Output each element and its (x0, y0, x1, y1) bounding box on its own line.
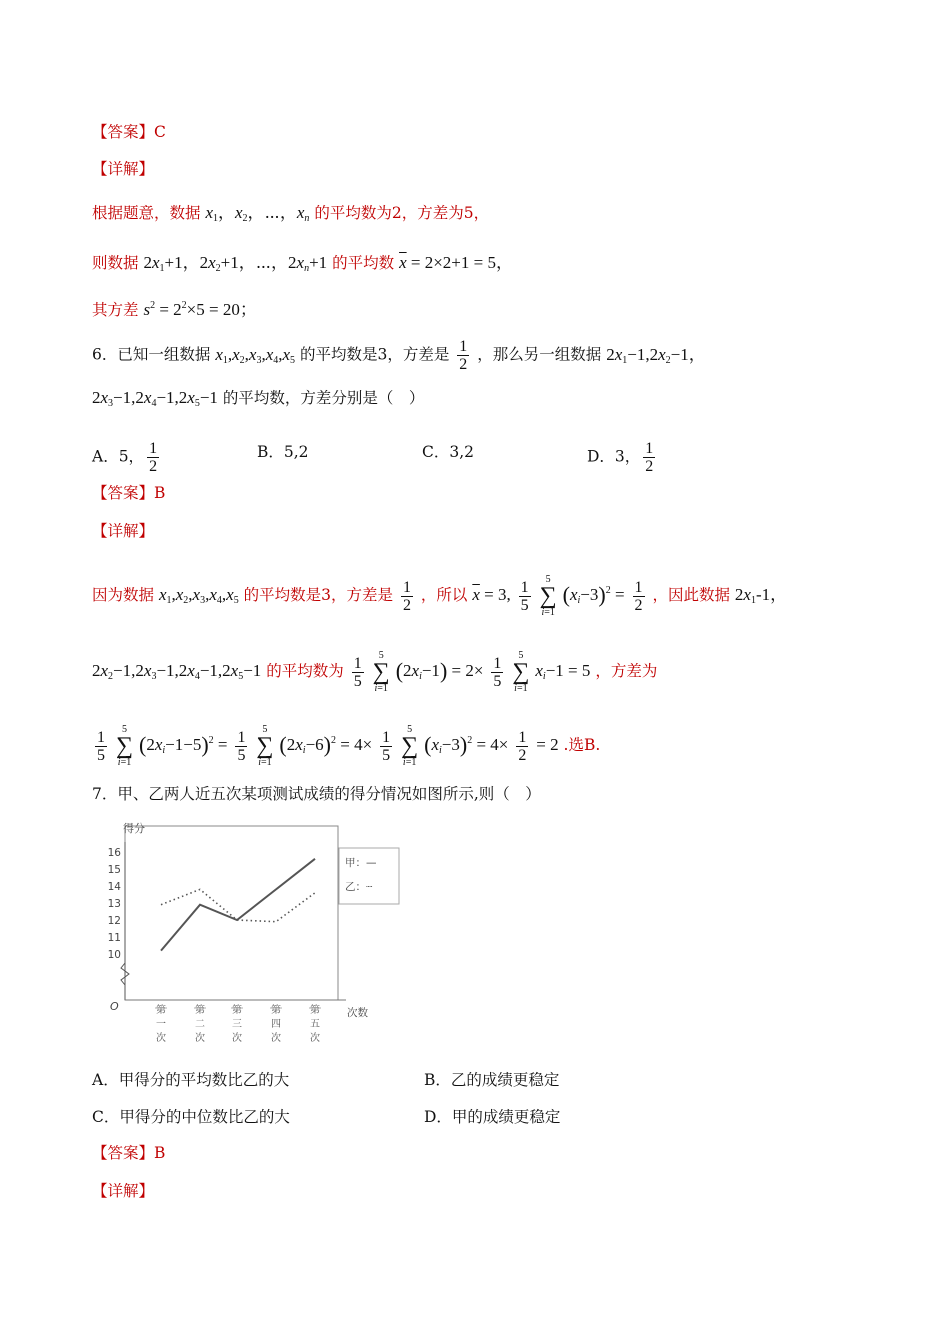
q6-option-c[interactable]: C．3,2 (422, 443, 475, 461)
q6-option-b[interactable]: B．5,2 (257, 443, 309, 461)
x-tick-label: 次 (310, 1033, 320, 1044)
x-tick-label: 次 (195, 1033, 205, 1044)
text: 6．已知一组数据 (92, 345, 211, 364)
q7-option-b[interactable]: B．乙的成绩更稳定 (424, 1071, 560, 1089)
q5-solution-line2: 则数据 $2x_1+1$，$2x_2+1$，⋯，$2x_n+1$ 的平均数 $\overline{x} = 2\times 2+1 = 5$， (92, 253, 513, 274)
x-tick-label: 第 (271, 1005, 281, 1016)
answer-label-q7: 【答案】B (92, 1144, 166, 1162)
answer-label-q6: 【答案】B (92, 484, 166, 502)
y-tick-label: 13 (107, 898, 121, 910)
q6-solution-line2: $2x_2-1,2x_3-1,2x_4-1,2x_5-1$ 的平均数为 $\frac{1}{5}$ 5 ∑ i=1 $(2x_i-1) = 2\times$ $\frac{1}{5}$ 5 ∑ i=1 $x_i-1 = 5$ ，方差为 (92, 650, 658, 694)
x-tick-label: 四 (271, 1019, 281, 1030)
text: 的平均数 (332, 254, 395, 272)
q7-option-c[interactable]: C．甲得分的中位数比乙的大 (92, 1108, 290, 1126)
x-tick-label: 一 (156, 1019, 166, 1030)
q6-stem-line2: $2x_3-1,2x_4-1,2x_5-1$ 的平均数，方差分别是（ ） (92, 388, 425, 409)
q7-option-a[interactable]: A．甲得分的平均数比乙的大 (92, 1071, 290, 1089)
x-tick-label: 二 (195, 1019, 205, 1030)
y-tick-label: 15 (107, 864, 121, 876)
q6-option-d[interactable]: D．3， $\frac{1}{2}$ (587, 440, 654, 475)
x-tick-label: 次 (156, 1033, 166, 1044)
text: 根据题意，数据 (92, 204, 201, 222)
origin-label: O (110, 1000, 119, 1013)
y-tick-label: 16 (107, 847, 121, 859)
x-tick-label: 第 (156, 1005, 166, 1016)
y-tick-label: 12 (107, 915, 121, 927)
x-tick-label: 第 (310, 1005, 320, 1016)
x-tick-label: 三 (232, 1019, 242, 1030)
x-tick-label: 五 (310, 1019, 320, 1030)
q5-solution-line3: 其方差 $s^2 = 2^2\times 5 = 20$； (92, 300, 257, 319)
y-tick-label: 10 (107, 949, 121, 961)
series-line-乙 (161, 889, 315, 921)
text: 的平均数为2，方差为5， (314, 204, 490, 222)
q6-option-a[interactable]: A．5， $\frac{1}{2}$ (92, 440, 158, 475)
q5-solution-line1: 根据题意，数据 $x_1$，$x_2$，⋯，$x_n$ 的平均数为2，方差为5， (92, 203, 490, 224)
q7-option-d[interactable]: D．甲的成绩更稳定 (424, 1108, 561, 1126)
plot-frame (125, 826, 338, 1000)
q7-stem: 7．甲、乙两人近五次某项测试成绩的得分情况如图所示,则（ ） (92, 785, 541, 803)
y-axis-label: 得分 (123, 822, 145, 835)
text: 其方差 (92, 301, 139, 319)
y-tick-label: 14 (107, 881, 121, 893)
detail-label-q6: 【详解】 (92, 522, 155, 540)
x-tick-label: 次 (232, 1033, 242, 1044)
x-tick-label: 第 (232, 1005, 242, 1016)
text: 的平均数，方差分别是（ ） (222, 389, 425, 407)
detail-label-q7: 【详解】 (92, 1182, 155, 1200)
q6-stem-line1: 6．已知一组数据 $x_1,x_2,x_3,x_4,x_5$ 的平均数是3，方差是 $\frac{1}{2}$ ，那么另一组数据 $2x_1-1,2x_2-1$， (92, 338, 706, 373)
text: ，那么另一组数据 (477, 345, 602, 364)
text: 的平均数是3，方差是 (299, 345, 450, 364)
legend-item-yi: 乙：┈ (345, 881, 373, 893)
x-tick-label: 第 (195, 1005, 205, 1016)
series-line-甲 (161, 859, 315, 951)
answer-label-q5: 【答案】C (92, 123, 166, 141)
x-tick-label: 次 (271, 1033, 281, 1044)
x-axis-label: 次数 (347, 1007, 368, 1019)
score-line-chart (95, 818, 405, 1048)
y-tick-label: 11 (107, 932, 121, 944)
q6-solution-line1: 因为数据 $x_1,x_2,x_3,x_4,x_5$ 的平均数是3，方差是 $\frac{1}{2}$ ，所以 $\overline{x} = 3$, $\frac{1}{5}$ 5 ∑ i=1 $(x_i-3)^2$ = $\frac{1}{2}$ ，因此数据 $2x_1-1$， (92, 574, 788, 618)
legend-item-jia: 甲：— (345, 857, 377, 869)
q6-solution-line3: $\frac{1}{5}$ 5 ∑ i=1 $(2x_i-1-5)^2$ = $\frac{1}{5}$ 5 ∑ i=1 $(2x_i-6)^2 = 4\times$ $\frac{1}{5}$ 5 ∑ i=1 $(x_i-3)^2 = 4\times$ $\frac{1}{2}$ = 2 .选B. (97, 724, 601, 768)
detail-label-q5: 【详解】 (92, 160, 155, 178)
text: 则数据 (92, 254, 139, 272)
